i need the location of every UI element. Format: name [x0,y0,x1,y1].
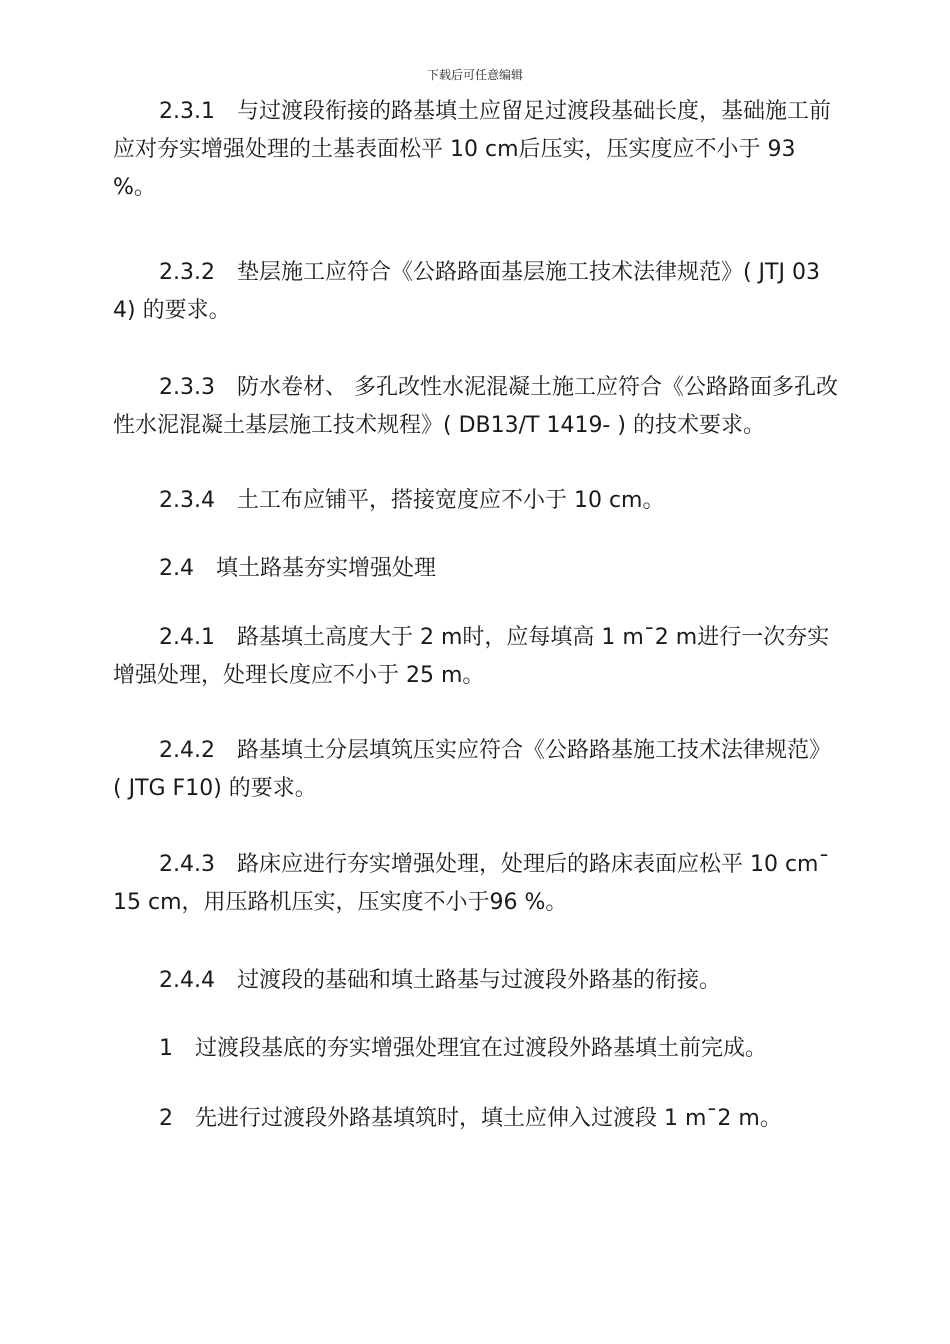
paragraph-2-3-1: 2.3.1 与过渡段衔接的路基填土应留足过渡段基础长度，基础施工前应对夯实增强处理的土基表面松平 10 cm后压实，压实度应不小于 93 %。 [113,99,831,200]
paragraph-2-4-1: 2.4.1 路基填土高度大于 2 m时，应每填高 1 m¯2 m进行一次夯实增强处理，处理长度应不小于 25 m。 [113,625,830,688]
paragraph-2-4-3: 2.4.3 路床应进行夯实增强处理，处理后的路床表面应松平 10 cm¯15 cm，用压路机压实，压实度不小于96 %。 [113,852,830,915]
list-item-1: 1 过渡段基底的夯实增强处理宜在过渡段外路基填土前完成。 [159,1036,767,1061]
paragraph-2-4-2: 2.4.2 路基填土分层填筑压实应符合《公路路基施工技术法律规范》( JTG F10) 的要求。 [113,738,831,801]
list-item-2: 2 先进行过渡段外路基填筑时，填土应伸入过渡段 1 m¯2 m。 [159,1106,782,1131]
paragraph-2-4-4: 2.4.4 过渡段的基础和填土路基与过渡段外路基的衔接。 [159,968,721,993]
paragraph-2-3-2: 2.3.2 垫层施工应符合《公路路面基层施工技术法律规范》( JTJ 034) 的要求。 [113,260,820,323]
page-header: 下载后可任意编辑 [426,68,523,82]
paragraph-2-3-4: 2.3.4 土工布应铺平，搭接宽度应不小于 10 cm。 [159,488,665,513]
section-heading-2-4: 2.4 填土路基夯实增强处理 [159,556,436,581]
paragraph-2-3-3: 2.3.3 防水卷材、 多孔改性水泥混凝土施工应符合《公路路面多孔改性水泥混凝土基层施工技术规程》( DB13/T 1419- ) 的技术要求。 [113,375,838,438]
